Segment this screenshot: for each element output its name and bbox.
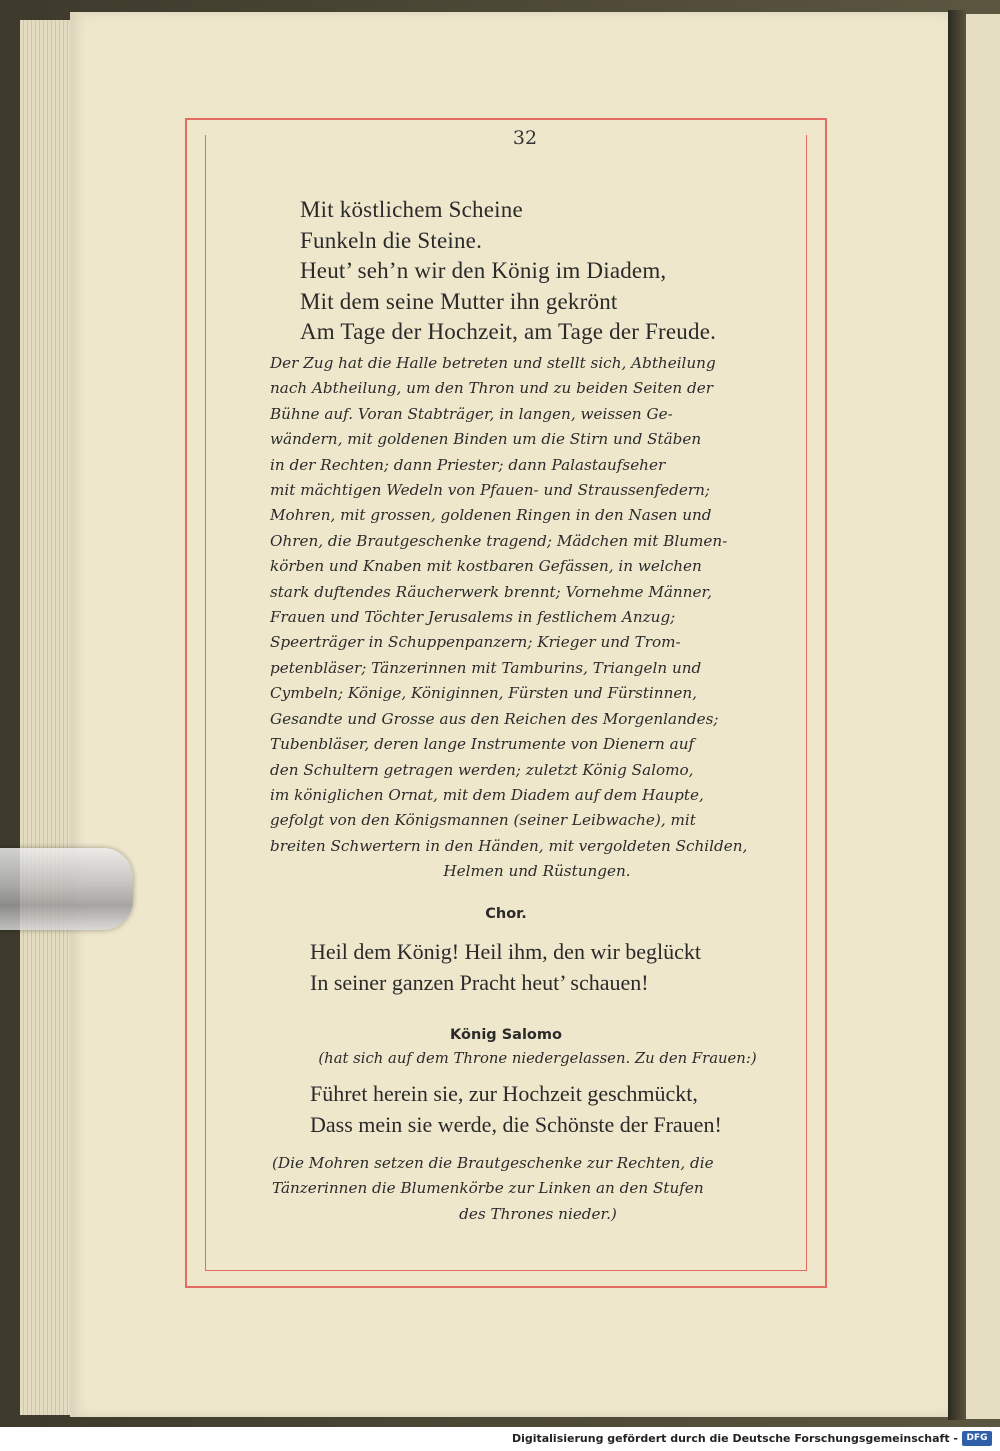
verse-line: Führet herein sie, zur Hochzeit geschmückt, bbox=[310, 1081, 698, 1106]
stage-line: wändern, mit goldenen Binden um die Stirn und Stäben bbox=[270, 430, 702, 449]
stage-line: den Schultern getragen werden; zuletzt König Salomo, bbox=[270, 760, 694, 779]
verse-line: Funkeln die Steine. bbox=[300, 227, 483, 253]
page-number: 32 bbox=[498, 127, 552, 149]
stage-line: Der Zug hat die Halle betreten und stellt sich, Abtheilung bbox=[270, 354, 716, 372]
stage-line: mit mächtigen Wedeln von Pfauen- und Straussenfedern; bbox=[270, 481, 711, 500]
verse-block-3 bbox=[310, 1078, 722, 1140]
stage-line: Tubenbläser, deren lange Instrumente von Dienern auf bbox=[270, 735, 695, 754]
speaker-heading: König Salomo bbox=[450, 1027, 562, 1043]
chor-heading: Chor. bbox=[485, 906, 527, 922]
stage-line: nach Abtheilung, um den Thron und zu beiden Seiten der bbox=[270, 379, 713, 398]
book-spine bbox=[948, 10, 966, 1420]
facing-page-edge bbox=[966, 14, 1000, 1419]
stage-line: Mohren, mit grossen, goldenen Ringen in den Nasen und bbox=[270, 506, 712, 525]
stage-line: Frauen und Töchter Jerusalems in festlichem Anzug; bbox=[270, 608, 676, 627]
verse-block-2 bbox=[310, 936, 701, 998]
verse-line: Heil dem König! Heil ihm, den wir beglückt bbox=[310, 939, 702, 964]
speaker-direction: (hat sich auf dem Throne niedergelassen. Zu den Frauen:) bbox=[318, 1050, 757, 1067]
stage-line: (Die Mohren setzen die Brautgeschenke zur Rechten, die bbox=[272, 1154, 714, 1172]
stage-line: Cymbeln; Könige, Königinnen, Fürsten und Fürstinnen, bbox=[270, 684, 697, 703]
stage-line: breiten Schwertern in den Händen, mit vergoldeten Schilden, bbox=[270, 836, 748, 855]
stage-line: Helmen und Rüstungen. bbox=[443, 862, 631, 881]
stage-direction-2 bbox=[272, 1151, 804, 1227]
verse-line: In seiner ganzen Pracht heut’ schauen! bbox=[310, 970, 649, 995]
bookmark-tab bbox=[0, 848, 133, 930]
stage-line: des Thrones nieder.) bbox=[459, 1204, 617, 1223]
stage-line: Ohren, die Brautgeschenke tragend; Mädchen mit Blumen- bbox=[270, 531, 728, 550]
footer-bar bbox=[0, 1427, 1000, 1451]
verse-line: Mit köstlichem Scheine bbox=[300, 197, 523, 222]
stage-line: stark duftendes Räucherwerk brennt; Vornehme Männer, bbox=[270, 582, 712, 601]
stage-line: petenbläser; Tänzerinnen mit Tamburins, Triangeln und bbox=[270, 658, 702, 677]
stage-line: gefolgt von den Königsmannen (seiner Leibwache), mit bbox=[270, 811, 696, 830]
verse-line: Dass mein sie werde, die Schönste der Frauen! bbox=[310, 1112, 722, 1137]
stage-line: Speerträger in Schuppenpanzern; Krieger und Trom- bbox=[270, 633, 681, 652]
stage-line: im königlichen Ornat, mit dem Diadem auf dem Haupte, bbox=[270, 785, 704, 804]
stage-line: Tänzerinnen die Blumenkörbe zur Linken an den Stufen bbox=[272, 1179, 704, 1198]
dfg-logo: DFG bbox=[962, 1431, 992, 1446]
stage-line: Gesandte und Grosse aus den Reichen des Morgenlandes; bbox=[270, 709, 719, 728]
verse-block-1 bbox=[300, 195, 716, 348]
verse-line: Am Tage der Hochzeit, am Tage der Freude. bbox=[300, 319, 717, 344]
verse-line: Mit dem seine Mutter ihn gekrönt bbox=[300, 288, 618, 314]
stage-line: Bühne auf. Voran Stabträger, in langen, weissen Ge- bbox=[270, 404, 673, 423]
footer-credit: Digitalisierung gefördert durch die Deutsche Forschungsgemeinschaft - bbox=[511, 1432, 958, 1445]
verse-line: Heut’ seh’n wir den König im Diadem, bbox=[300, 258, 667, 283]
stage-line: körben und Knaben mit kostbaren Gefässen, in welchen bbox=[270, 557, 702, 576]
stage-direction-1 bbox=[270, 351, 804, 885]
stage-line: in der Rechten; dann Priester; dann Palastaufseher bbox=[270, 455, 666, 474]
